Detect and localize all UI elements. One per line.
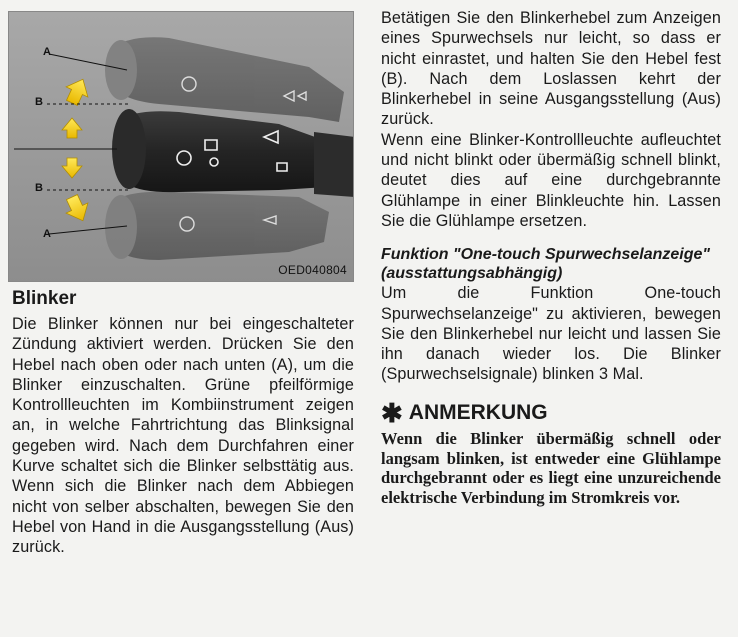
lever-drawing [9, 12, 354, 282]
section-heading: Blinker [12, 288, 77, 309]
callout-b-lower: B [35, 182, 43, 194]
one-touch-subheading: Funktion "One-touch Spurwechselanzeige" (ausstattungsabhängig) [381, 246, 710, 283]
one-touch-paragraph: Um die Funktion One-touch Spurwechselanzeige" zu aktivieren, bewegen Sie den Blinkerhebel nur leicht und lassen Sie ihn danach wieder los. Die Blinker (Spurwechselsignale) blinken 3 Mal. [381, 284, 721, 384]
notice-title: ANMERKUNG [408, 400, 548, 424]
lower-lever-ghost [105, 192, 329, 260]
right-column [381, 8, 721, 508]
notice-heading [381, 397, 721, 428]
left-column [12, 288, 354, 558]
callout-a-lower: A [43, 228, 51, 240]
asterisk-icon: ✱ [381, 397, 403, 428]
indicator-failure-paragraph: Wenn eine Blinker-Kontrollleuchte aufleuchtet und nicht blinkt oder übermäßig schnell blinkt, deutet dies auf eine durchgebrannte Glühlampe in einer Blinkleuchte hin. Lassen Sie die Glühlampe ersetzen. [381, 130, 721, 230]
turn-signal-lever-illustration [8, 11, 354, 282]
callout-a-upper: A [43, 46, 51, 58]
blinker-paragraph: Die Blinker können nur bei eingeschalteter Zündung aktiviert werden. Drücken Sie den Hebel nach oben oder nach unten (A), um die Blinker einzuschalten. Grüne pfeilförmige Kontrollleuchten im Kombiinstrument zeigen an, in welche Fahrtrichtung das Blinksignal gegeben wird. Nach dem Durchfahren einer Kurve schaltet sich die Blinker selbsttätig aus. Wenn sich die Blinker nach dem Abbiegen nicht von selber abschalten, bewegen Sie den Hebel von Hand in die Ausgangsstellung (Aus) zurück. [12, 315, 354, 557]
notice-text: Wenn die Blinker übermäßig schnell oder langsam blinken, ist entweder eine Glühlampe durchgebrannt oder es liegt eine unzureichende elektrische Verbindung im Stromkreis vor. [381, 428, 721, 508]
figure-code: OED040804 [278, 263, 347, 277]
lane-change-paragraph: Betätigen Sie den Blinkerhebel zum Anzeigen eines Spurwechsels nur leicht, so dass er nicht einrastet, und halten Sie den Hebel fest (B). Nach dem Loslassen kehrt der Blinkerhebel in seine Ausgangsstellung (Aus) zurück. [381, 9, 721, 129]
callout-b-upper: B [35, 96, 43, 108]
